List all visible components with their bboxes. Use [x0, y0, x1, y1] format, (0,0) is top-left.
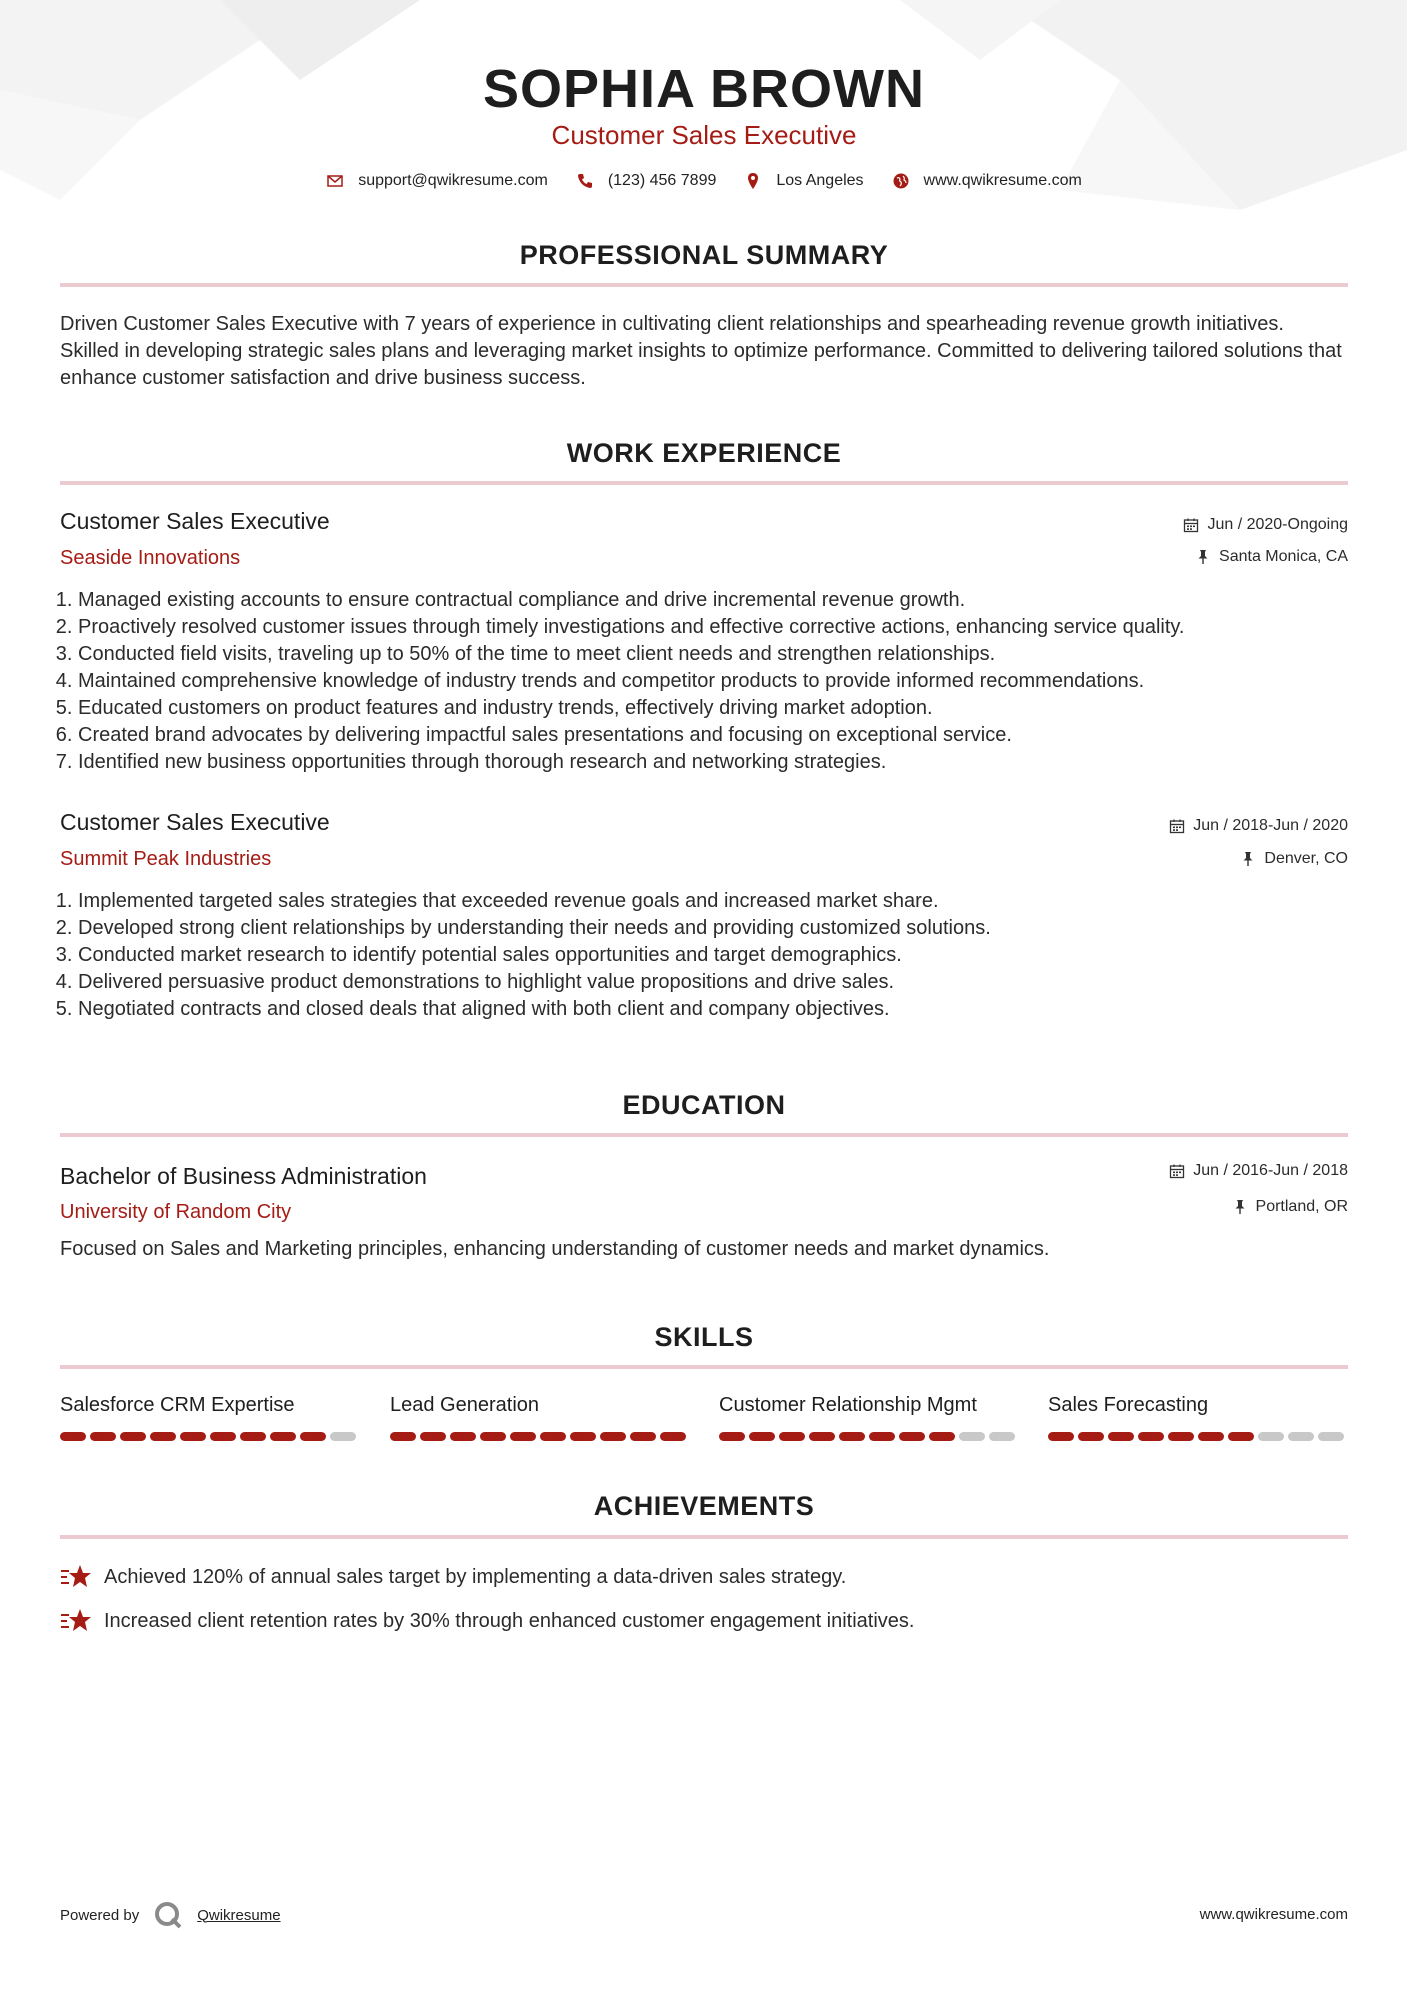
contact-phone[interactable]	[576, 172, 717, 190]
calendar-icon	[1183, 517, 1199, 533]
pushpin-icon	[1195, 549, 1211, 565]
job-bullets	[60, 888, 1348, 1023]
skill-level-bar	[1048, 1432, 1348, 1441]
achievement-item	[60, 1606, 915, 1636]
globe-icon	[892, 172, 910, 190]
skill-segment-empty	[330, 1432, 356, 1441]
skill-segment-filled	[779, 1432, 805, 1441]
job-dates-text: Jun / 2020-Ongoing	[1207, 516, 1348, 533]
section-divider	[60, 1365, 1348, 1369]
list-item: 2. Proactively resolved customer issues through timely investigations and effective corrective actions, enhancing service quality.	[78, 614, 1348, 641]
skill-segment-filled	[450, 1432, 476, 1441]
section-title-experience: WORK EXPERIENCE	[566, 438, 842, 468]
skill-segment-empty	[989, 1432, 1015, 1441]
skill-segment-filled	[600, 1432, 626, 1441]
education-location	[1232, 1198, 1348, 1216]
skill-segment-filled	[420, 1432, 446, 1441]
skill-segment-empty	[1258, 1432, 1284, 1441]
skill-item	[1048, 1390, 1348, 1441]
skill-item	[719, 1390, 1019, 1441]
skill-segment-filled	[540, 1432, 566, 1441]
job-title: Customer Sales Executive	[60, 508, 330, 534]
footer-website-link[interactable]: www.qwikresume.com	[1199, 1906, 1348, 1923]
skill-segment-filled	[90, 1432, 116, 1441]
contact-email[interactable]	[326, 172, 548, 190]
footer-powered-by	[60, 1900, 281, 1930]
list-item: 2. Developed strong client relationships by understanding their needs and providing customized solutions.	[78, 915, 1348, 942]
candidate-name: SOPHIA BROWN	[483, 59, 925, 119]
pushpin-icon	[1240, 851, 1256, 867]
skill-segment-filled	[1168, 1432, 1194, 1441]
candidate-role: Customer Sales Executive	[551, 120, 857, 150]
skill-segment-empty	[959, 1432, 985, 1441]
job-title: Customer Sales Executive	[60, 809, 330, 835]
job-location	[1195, 548, 1348, 566]
contact-email-text: support@qwikresume.com	[358, 172, 548, 189]
skill-item	[390, 1390, 690, 1441]
list-item: 4. Maintained comprehensive knowledge of industry trends and competitor products to provide informed recommendations.	[78, 668, 1348, 695]
list-item: 3. Conducted market research to identify potential sales opportunities and target demographics.	[78, 942, 1348, 969]
qwikresume-logo-icon	[153, 1900, 183, 1930]
star-badge-icon	[60, 1562, 92, 1592]
skill-segment-empty	[1318, 1432, 1344, 1441]
skill-segment-filled	[300, 1432, 326, 1441]
skill-level-bar	[60, 1432, 360, 1441]
skill-segment-filled	[869, 1432, 895, 1441]
skill-level-bar	[719, 1432, 1019, 1441]
job-dates	[1169, 817, 1348, 835]
job-location-text: Santa Monica, CA	[1219, 548, 1348, 565]
section-title-skills: SKILLS	[654, 1322, 754, 1352]
skill-segment-filled	[60, 1432, 86, 1441]
contact-bar	[60, 172, 1348, 190]
summary-text: Driven Customer Sales Executive with 7 years of experience in cultivating client relationships and spearheading revenue growth initiatives. Skilled in developing strategic sales plans and leveraging market insights to optimize performance. Committed to delivering tailored solutions that enhance customer satisfaction and drive business success.	[60, 313, 1342, 389]
education-location-text: Portland, OR	[1255, 1198, 1348, 1215]
skill-segment-filled	[1048, 1432, 1074, 1441]
education-school: University of Random City	[60, 1201, 292, 1223]
skill-segment-filled	[480, 1432, 506, 1441]
skill-segment-filled	[510, 1432, 536, 1441]
brand-link[interactable]: Qwikresume	[197, 1906, 281, 1924]
skill-segment-filled	[1198, 1432, 1224, 1441]
section-divider	[60, 1133, 1348, 1137]
contact-phone-text: (123) 456 7899	[607, 172, 717, 189]
skill-level-bar	[390, 1432, 690, 1441]
job-bullets	[60, 587, 1348, 776]
list-item: 5. Negotiated contracts and closed deals that aligned with both client and company objectives.	[78, 996, 1348, 1023]
skill-segment-filled	[150, 1432, 176, 1441]
list-item: 6. Created brand advocates by delivering impactful sales presentations and focusing on exceptional service.	[78, 722, 1348, 749]
contact-website-text: www.qwikresume.com	[923, 172, 1082, 189]
powered-by-label: Powered by	[60, 1906, 140, 1924]
star-badge-icon	[60, 1606, 92, 1636]
contact-location-text: Los Angeles	[776, 172, 864, 189]
skill-segment-filled	[240, 1432, 266, 1441]
contact-location	[744, 172, 863, 190]
section-title-achievements: ACHIEVEMENTS	[593, 1491, 815, 1521]
skill-segment-filled	[809, 1432, 835, 1441]
skill-segment-filled	[660, 1432, 686, 1441]
phone-icon	[576, 172, 594, 190]
skill-segment-filled	[210, 1432, 236, 1441]
job-dates-text: Jun / 2018-Jun / 2020	[1193, 817, 1348, 834]
skill-segment-filled	[570, 1432, 596, 1441]
skill-segment-filled	[1108, 1432, 1134, 1441]
job-company: Summit Peak Industries	[60, 848, 272, 870]
job-location-text: Denver, CO	[1264, 850, 1348, 867]
achievement-text: Increased client retention rates by 30% through enhanced customer engagement initiatives.	[104, 1609, 915, 1632]
skill-segment-filled	[929, 1432, 955, 1441]
achievement-item	[60, 1562, 846, 1592]
list-item: 7. Identified new business opportunities through thorough research and networking strategies.	[78, 749, 1348, 776]
envelope-icon	[326, 172, 344, 190]
contact-website[interactable]	[892, 172, 1082, 190]
education-degree: Bachelor of Business Administration	[60, 1163, 427, 1189]
education-dates-text: Jun / 2016-Jun / 2018	[1193, 1162, 1348, 1179]
achievement-text: Achieved 120% of annual sales target by implementing a data-driven sales strategy.	[104, 1565, 847, 1588]
skill-segment-filled	[749, 1432, 775, 1441]
skill-segment-filled	[180, 1432, 206, 1441]
skill-segment-filled	[719, 1432, 745, 1441]
education-dates	[1169, 1162, 1348, 1180]
list-item: 1. Managed existing accounts to ensure contractual compliance and drive incremental revenue growth.	[78, 587, 1348, 614]
job-dates	[1183, 516, 1348, 534]
job-location	[1240, 850, 1348, 868]
section-divider	[60, 1535, 1348, 1539]
skill-segment-filled	[1138, 1432, 1164, 1441]
pushpin-icon	[1232, 1199, 1248, 1215]
section-divider	[60, 481, 1348, 485]
skill-segment-filled	[839, 1432, 865, 1441]
skill-segment-filled	[899, 1432, 925, 1441]
skill-segment-filled	[120, 1432, 146, 1441]
section-title-education: EDUCATION	[622, 1090, 786, 1120]
list-item: 5. Educated customers on product features and industry trends, effectively driving market adoption.	[78, 695, 1348, 722]
calendar-icon	[1169, 1163, 1185, 1179]
skill-segment-filled	[1078, 1432, 1104, 1441]
skill-segment-filled	[1228, 1432, 1254, 1441]
section-title-summary: PROFESSIONAL SUMMARY	[519, 240, 889, 270]
skill-name: Sales Forecasting	[1048, 1394, 1209, 1416]
skill-segment-empty	[1288, 1432, 1314, 1441]
skill-name: Salesforce CRM Expertise	[60, 1394, 295, 1416]
list-item: 3. Conducted field visits, traveling up to 50% of the time to meet client needs and strengthen relationships.	[78, 641, 1348, 668]
section-divider	[60, 283, 1348, 287]
skill-name: Customer Relationship Mgmt	[719, 1394, 977, 1416]
list-item: 4. Delivered persuasive product demonstrations to highlight value propositions and drive sales.	[78, 969, 1348, 996]
skill-segment-filled	[270, 1432, 296, 1441]
job-company: Seaside Innovations	[60, 547, 241, 569]
skill-item	[60, 1390, 360, 1441]
map-pin-icon	[744, 172, 762, 190]
skill-segment-filled	[630, 1432, 656, 1441]
calendar-icon	[1169, 818, 1185, 834]
skill-segment-filled	[390, 1432, 416, 1441]
skill-name: Lead Generation	[390, 1394, 540, 1416]
list-item: 1. Implemented targeted sales strategies that exceeded revenue goals and increased market share.	[78, 888, 1348, 915]
education-description: Focused on Sales and Marketing principles, enhancing understanding of customer needs and market dynamics.	[60, 1238, 1050, 1260]
